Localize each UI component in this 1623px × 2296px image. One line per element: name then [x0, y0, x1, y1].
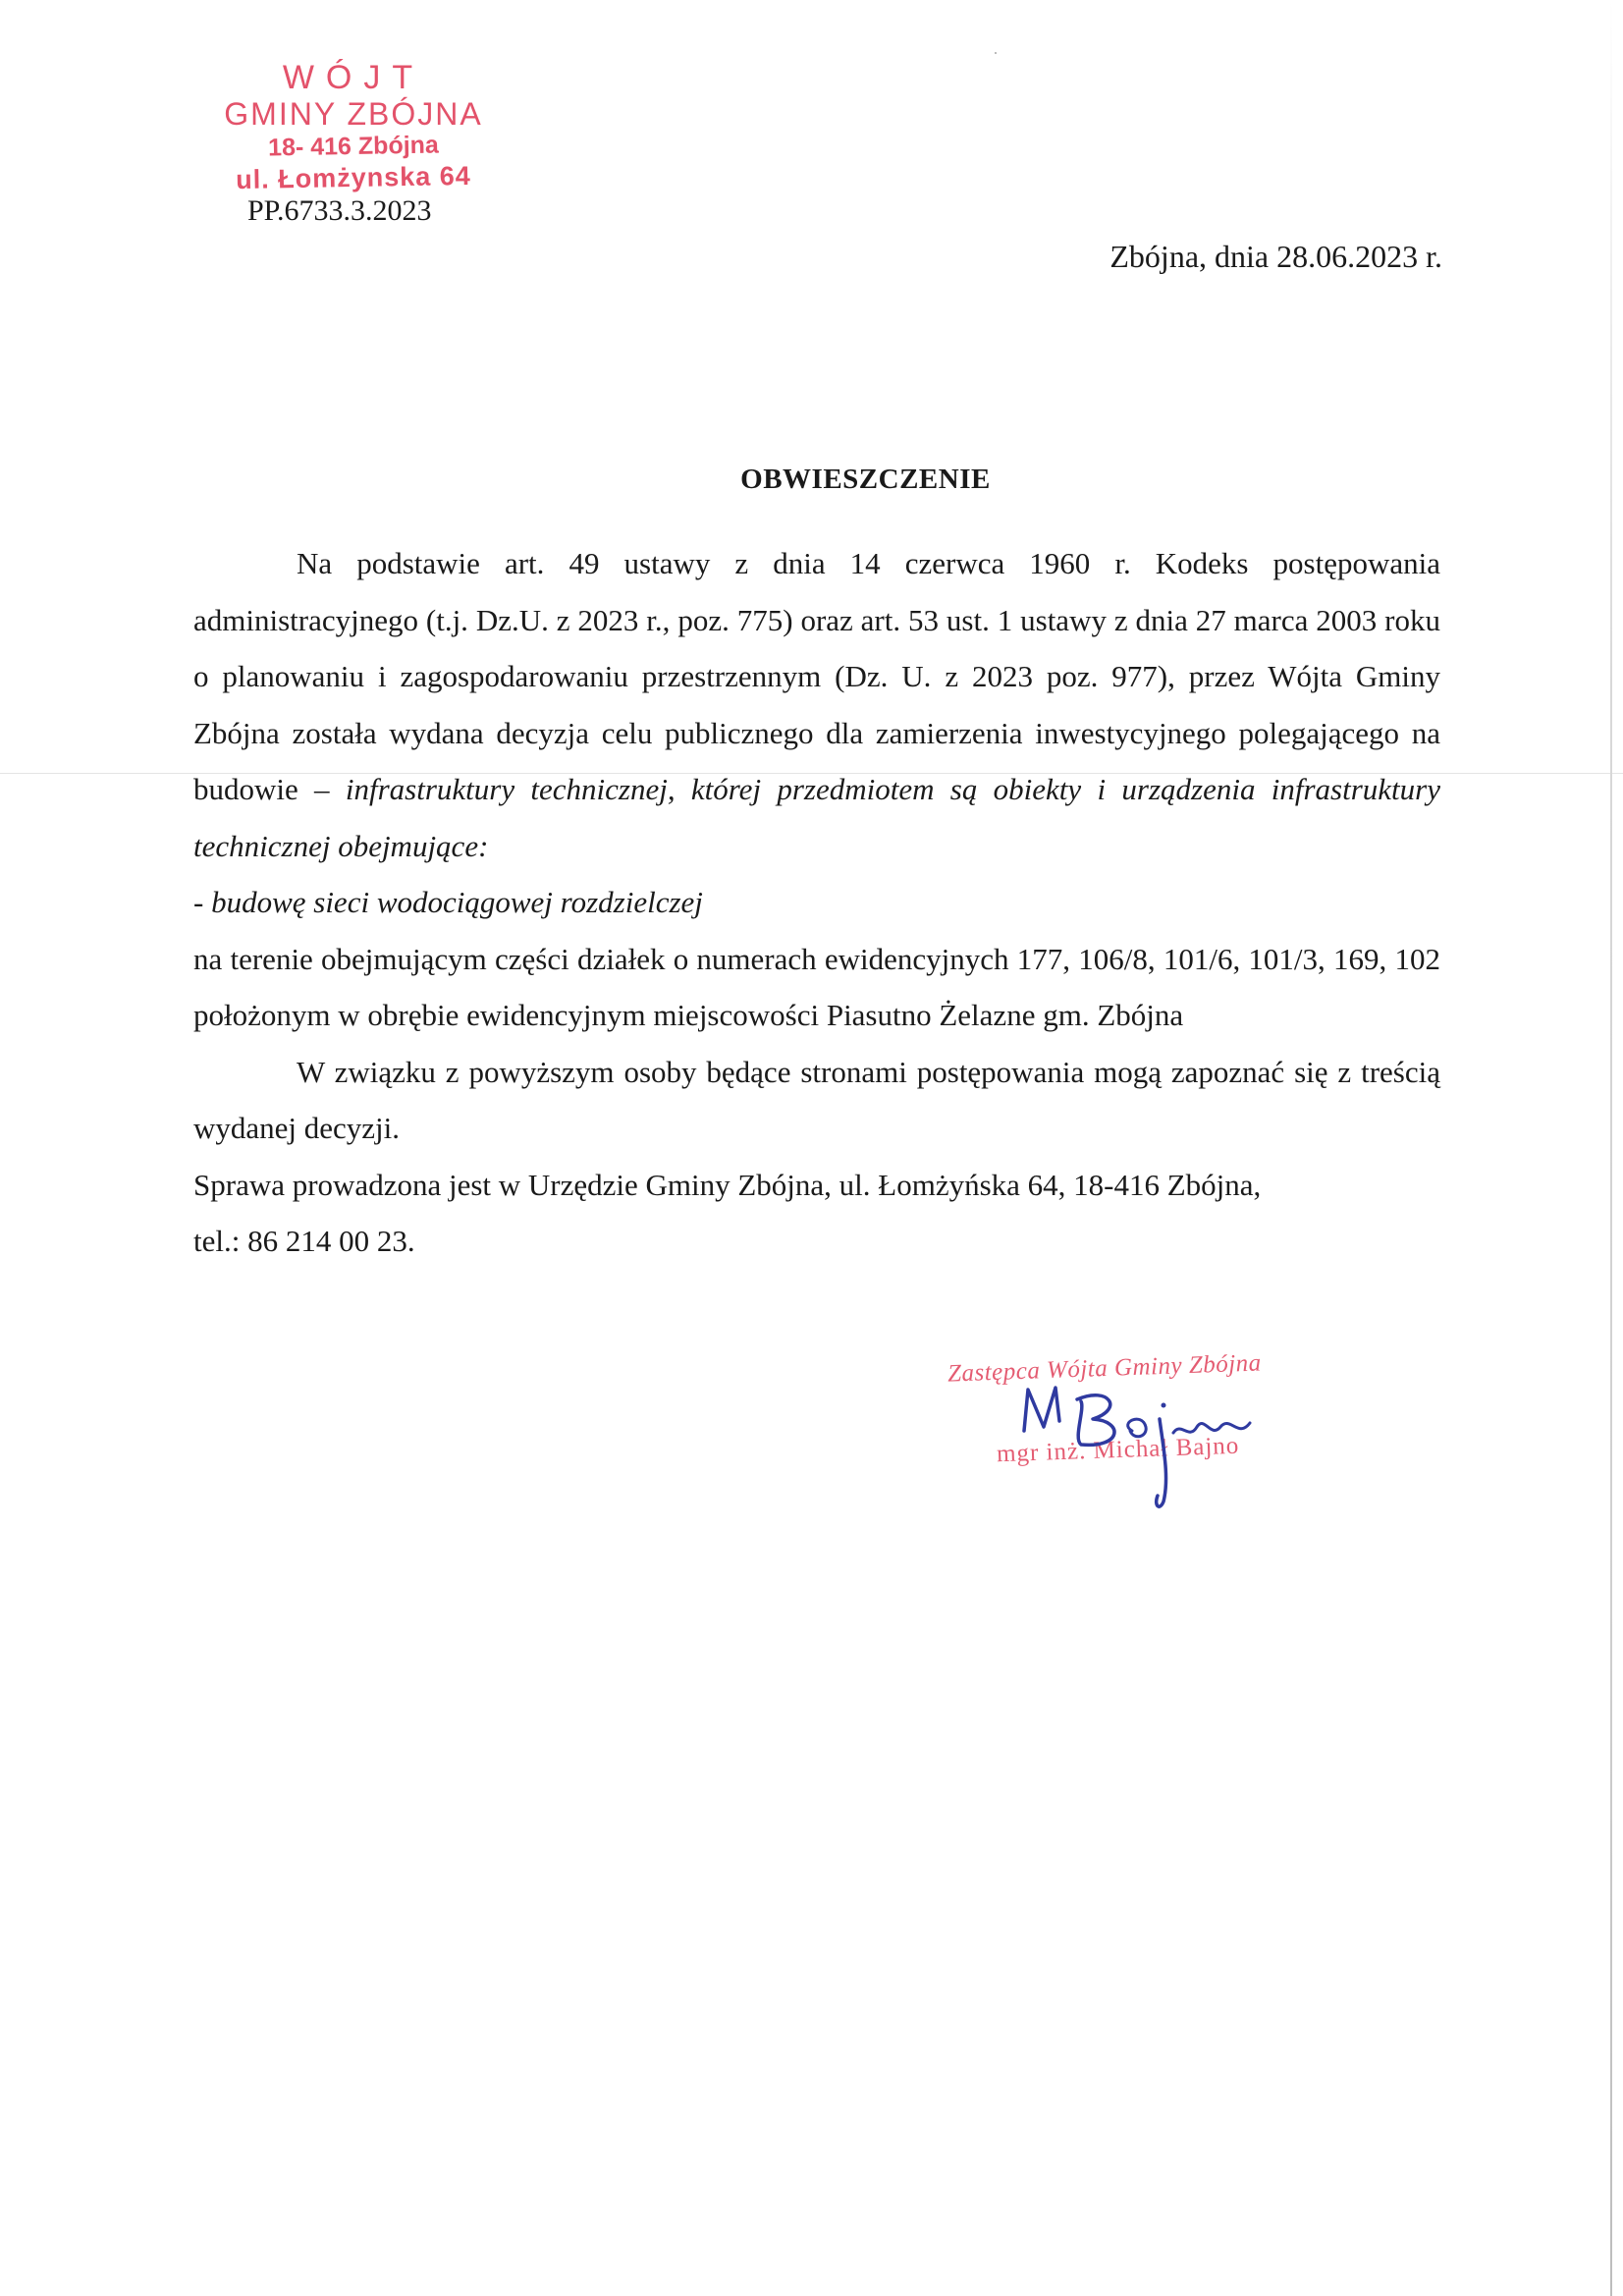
paragraph-legal-basis-text: Na podstawie art. 49 ustawy z dnia 14 czerwca 1960 r. Kodeks postępowania administracyjnego (t.j. Dz.U. z 2023 r., poz. 775) oraz art. 53 ust. 1 ustawy z dnia 27 marca 2003 roku o planowaniu i zagospodarowaniu przestrzennym (Dz. U. z 2023 poz. 977), przez Wójta Gminy Zbójna została wydana decyzja celu publicznego dla zamierzenia inwestycyjnego polegającego na budowie – [193, 546, 1440, 806]
stamp-line-2: GMINY ZBÓJNA [224, 96, 483, 132]
scan-speck [995, 52, 997, 54]
handwritten-signature [1016, 1380, 1271, 1517]
paragraph-legal-basis [193, 535, 1440, 874]
office-stamp [187, 59, 520, 194]
document-title: OBWIESZCZENIE [740, 464, 991, 495]
list-item-water-network: - budowę sieci wodociągowej rozdzielczej [193, 885, 703, 919]
paragraph-office-line-1: Sprawa prowadzona jest w Urzędzie Gminy Zbójna, ul. Łomżyńska 64, 18-416 Zbójna, [193, 1167, 1262, 1202]
reference-number: PP.6733.3.2023 [247, 194, 432, 227]
stamp-line-3: 18- 416 Zbójna [267, 131, 440, 162]
signature-stamp-name: mgr inż. Michał Bajno [996, 1432, 1240, 1468]
date-line: Zbójna, dnia 28.06.2023 r. [1109, 239, 1442, 274]
paragraph-area: na terenie obejmującym części działek o numerach ewidencyjnych 177, 106/8, 101/6, 101/3, 169, 102 położonym w obrębie ewidencyjnym miejscowości Piasutno Żelazne gm. Zbójna [193, 941, 1440, 1032]
paragraph-legal-basis-italic: infrastruktury technicznej, której przedmiotem są obiekty i urządzenia infrastruktury technicznej obejmujące: [193, 772, 1440, 863]
scan-edge-line [1610, 0, 1612, 2296]
signature-stamp-title: Zastępca Wójta Gminy Zbójna [947, 1349, 1263, 1388]
stamp-line-1: WÓJT [282, 59, 425, 96]
stamp-line-4: ul. Łomżynska 64 [235, 160, 472, 195]
paragraph-office-line-2: tel.: 86 214 00 23. [193, 1224, 415, 1258]
paragraph-parties: W związku z powyższym osoby będące stronami postępowania mogą zapoznać się z treścią wydanej decyzji. [193, 1054, 1440, 1145]
document-body [193, 535, 1440, 1270]
